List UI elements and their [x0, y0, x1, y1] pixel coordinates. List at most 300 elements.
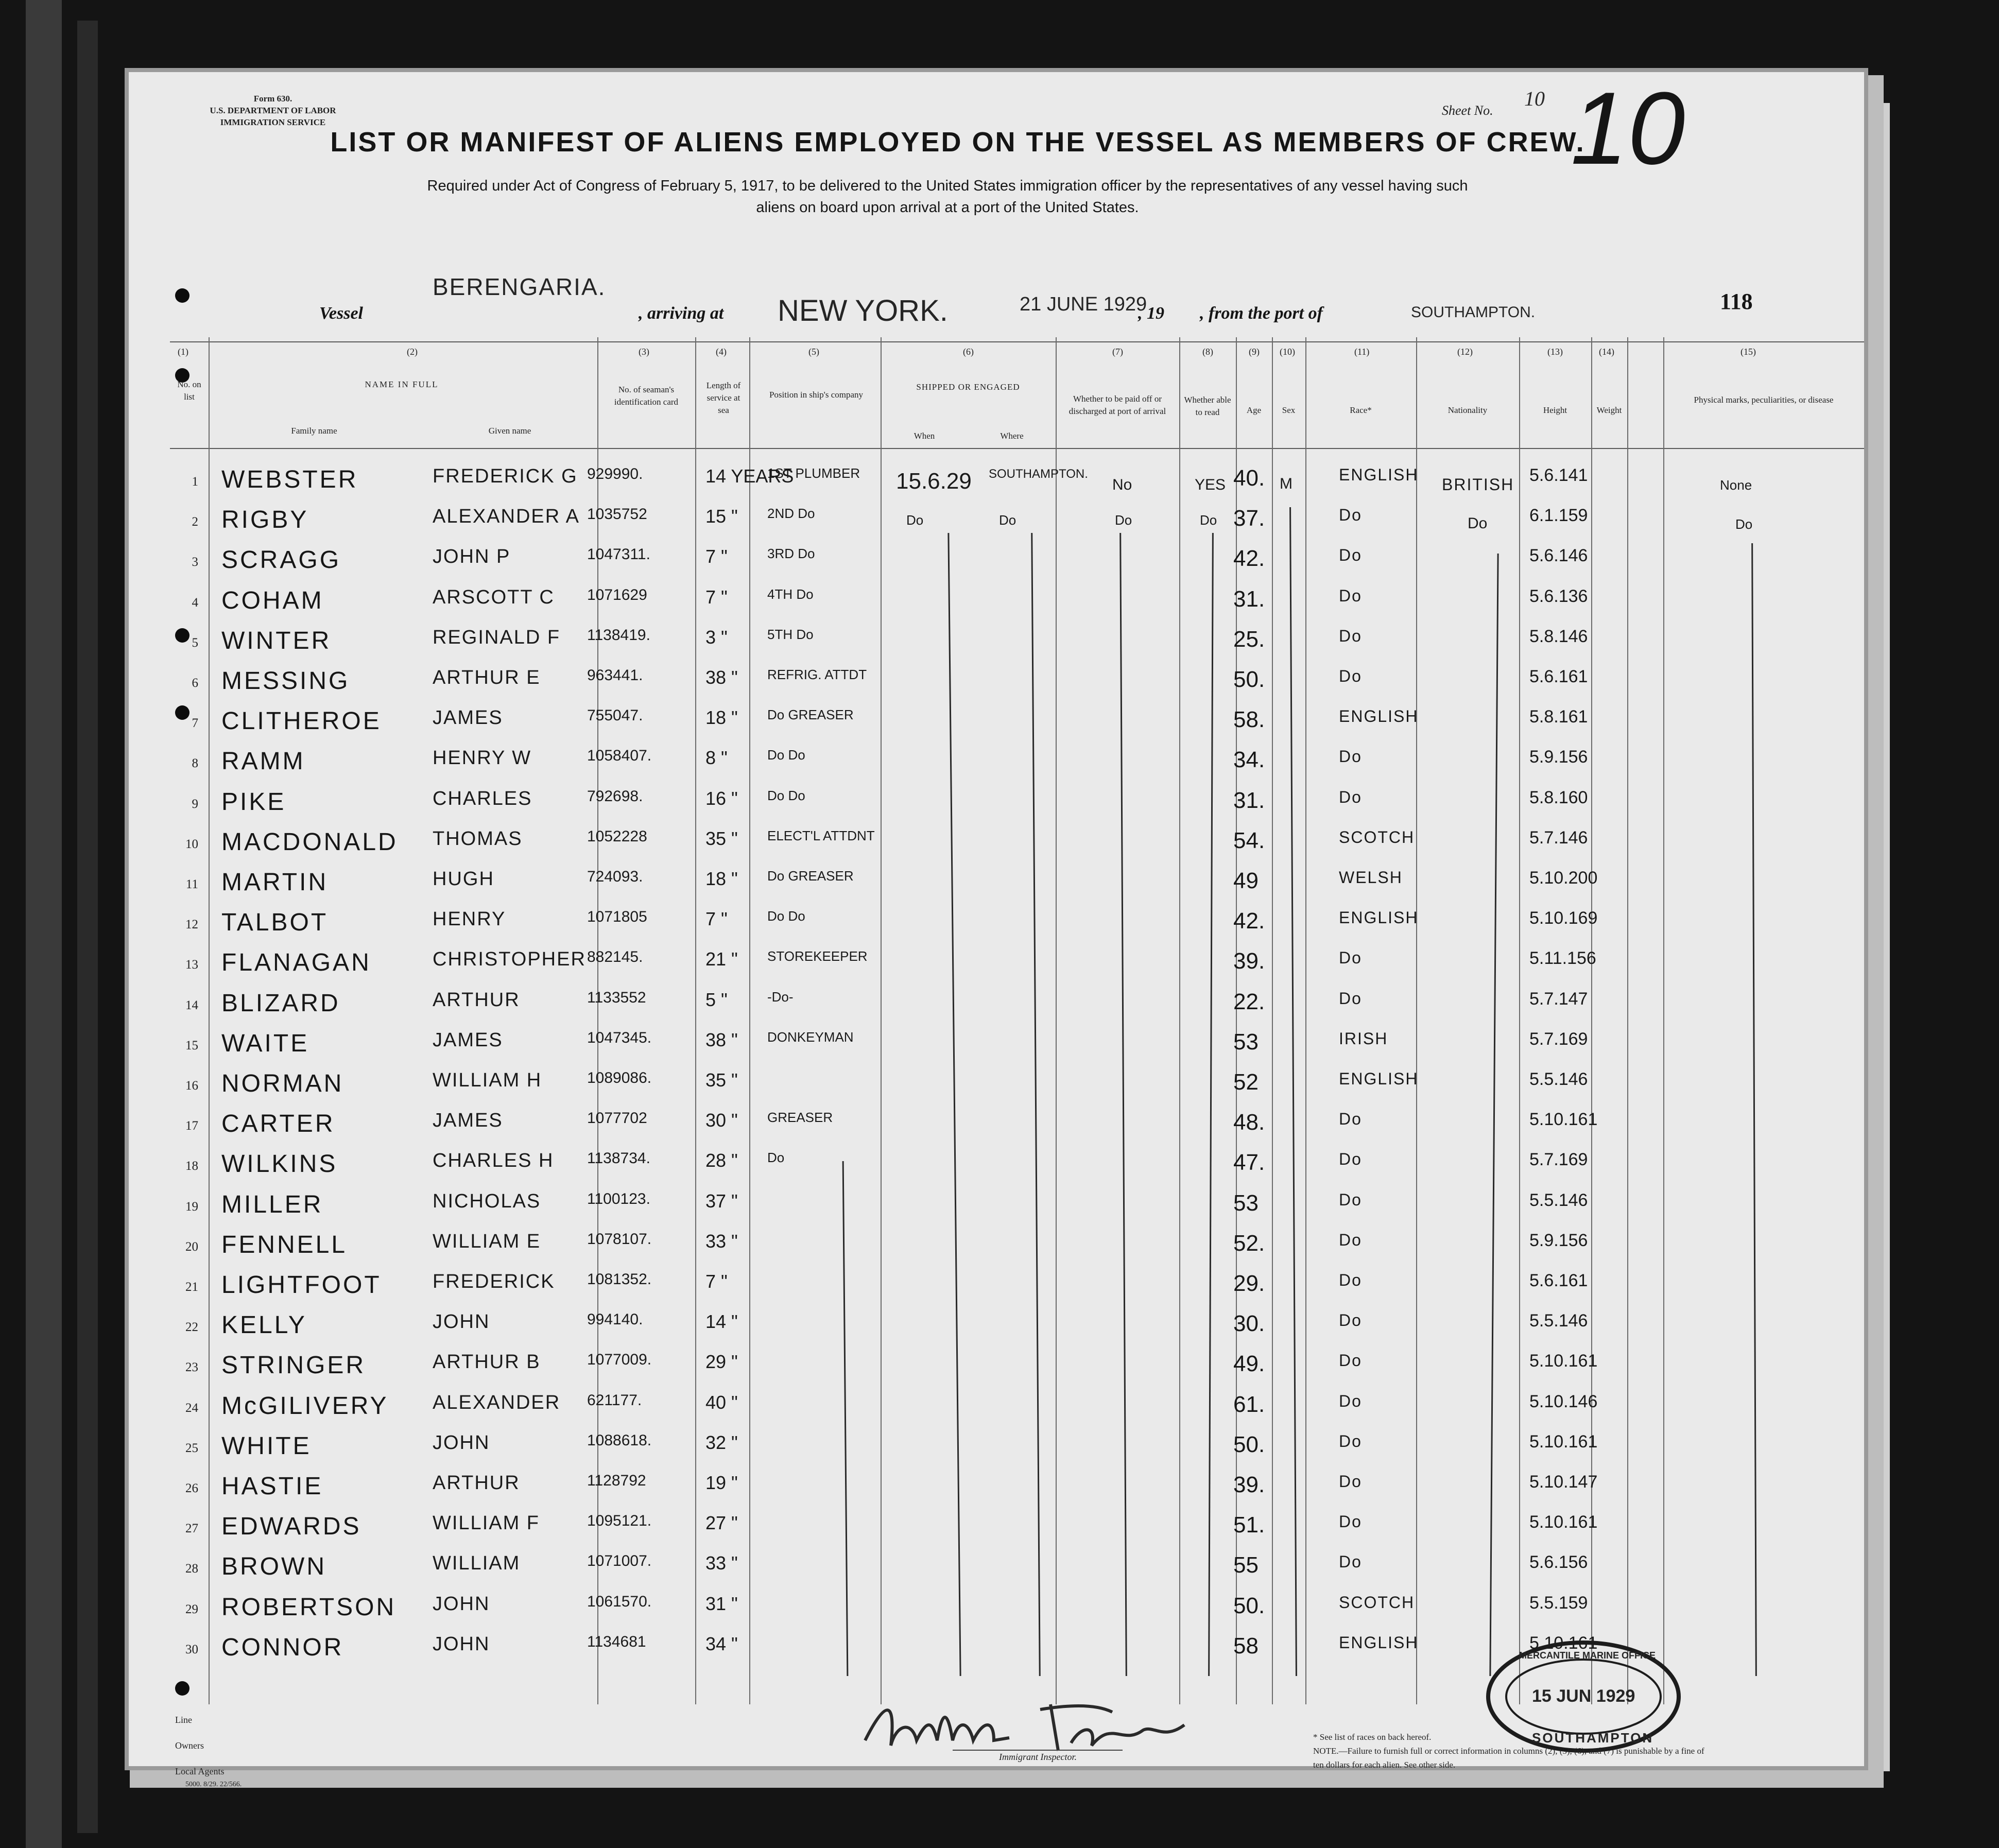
length-of-service: 38 ": [705, 667, 738, 688]
row-number: 27: [185, 1522, 198, 1536]
row-number: 16: [185, 1079, 198, 1093]
row-number: 6: [192, 676, 198, 690]
id-card-number: 1071007.: [587, 1552, 652, 1570]
head-length: Length of service at sea: [706, 381, 741, 415]
id-card-number: 994140.: [587, 1311, 643, 1328]
row1-where: SOUTHAMPTON.: [989, 467, 1088, 481]
sheet-no-label: Sheet No.: [1442, 103, 1493, 118]
race: SCOTCH: [1339, 1593, 1415, 1612]
length-of-service: 3 ": [705, 626, 728, 648]
family-name: FENNELL: [221, 1231, 348, 1258]
age: 42.: [1233, 546, 1265, 572]
age: 39.: [1233, 1472, 1265, 1497]
row-number: 22: [185, 1320, 198, 1335]
age: 48.: [1233, 1110, 1265, 1135]
table-row: [170, 1108, 1864, 1148]
form-number: Form 630.: [253, 94, 292, 103]
head-shipped: SHIPPED OR ENGAGED: [916, 382, 1020, 392]
id-card-number: 1081352.: [587, 1271, 652, 1288]
row-number: 21: [185, 1280, 198, 1294]
height-weight: 5.10.161: [1529, 1110, 1598, 1130]
race: Do: [1339, 747, 1362, 766]
table-row: [170, 946, 1864, 987]
row2-paid-off: Do: [1115, 512, 1132, 528]
table-row: [170, 504, 1864, 544]
row-number: 3: [192, 555, 198, 569]
length-of-service: 18 ": [705, 868, 738, 889]
given-name: JOHN: [433, 1593, 490, 1615]
height-weight: 5.10.169: [1529, 908, 1598, 928]
row-number: 14: [185, 998, 198, 1012]
row-number: 24: [185, 1401, 198, 1415]
head-family-name: Family name: [291, 426, 337, 436]
header-top-rule: [170, 341, 1864, 342]
height-weight: 5.10.200: [1529, 868, 1598, 888]
subtitle-line-2: aliens on board upon arrival at a port of the United States.: [756, 199, 1139, 216]
head-age: Age: [1246, 405, 1262, 415]
col-num-15: (15): [1740, 347, 1756, 357]
penalty-note: NOTE.—Failure to furnish full or correct information in columns (2), (5), (6), and (7) is punishable by a fine of ten dollars for each alien. See other side.: [1313, 1746, 1704, 1770]
sheet-number-large: 10: [1571, 71, 1685, 186]
age: 54.: [1233, 827, 1265, 853]
age: 55: [1233, 1552, 1259, 1578]
row-number: 29: [185, 1602, 198, 1616]
row-number: 8: [192, 756, 198, 771]
id-card-number: 1047311.: [587, 546, 650, 563]
table-row: [170, 1188, 1864, 1229]
given-name: HENRY: [433, 908, 506, 930]
given-name: CHARLES H: [433, 1150, 554, 1172]
table-row: [170, 1229, 1864, 1269]
height-weight: 5.11.156: [1529, 948, 1596, 969]
head-card: No. of seaman's identification card: [614, 385, 679, 407]
row1-read: YES: [1195, 476, 1226, 493]
ship-position: Do GREASER: [767, 868, 854, 884]
race: ENGLISH: [1339, 1069, 1419, 1088]
height-weight: 5.10.161: [1529, 1351, 1598, 1371]
family-name: KELLY: [221, 1311, 307, 1339]
row-number: 7: [192, 716, 198, 731]
service: IMMIGRATION SERVICE: [220, 117, 326, 127]
head-given-name: Given name: [488, 426, 531, 436]
family-name: FLANAGAN: [221, 949, 371, 977]
id-card-number: 724093.: [587, 868, 643, 885]
age: 31.: [1233, 787, 1265, 813]
head-sex: Sex: [1282, 405, 1296, 415]
id-card-number: 1095121.: [587, 1512, 652, 1530]
table-row: [170, 906, 1864, 946]
head-marks: Physical marks, peculiarities, or disease: [1694, 395, 1834, 405]
given-name: WILLIAM E: [433, 1230, 541, 1252]
length-of-service: 16 ": [705, 787, 738, 809]
given-name: NICHOLAS: [433, 1190, 541, 1212]
family-name: MESSING: [221, 667, 350, 695]
ship-position: 3RD Do: [767, 546, 815, 562]
head-weight: Weight: [1596, 405, 1622, 415]
given-name: FREDERICK: [433, 1271, 555, 1292]
col-num-3: (3): [639, 347, 649, 357]
stamp-date: 15 JUN 1929: [1532, 1686, 1635, 1706]
family-name: WHITE: [221, 1432, 312, 1460]
id-card-number: 1071629: [587, 586, 647, 603]
given-name: JOHN P: [433, 546, 511, 568]
race: Do: [1339, 667, 1362, 685]
given-name: JOHN: [433, 1431, 490, 1454]
id-card-number: 1047345.: [587, 1029, 652, 1046]
length-of-service: 40 ": [705, 1391, 738, 1413]
family-name: CLITHEROE: [221, 707, 382, 735]
head-when: When: [914, 431, 935, 441]
inspector-rule: [953, 1750, 1123, 1751]
height-weight: 5.7.169: [1529, 1150, 1588, 1170]
col-num-5: (5): [808, 347, 819, 357]
row2-nationality: Do: [1468, 515, 1488, 532]
fine-note: [1313, 1730, 1704, 1772]
race: Do: [1339, 546, 1362, 565]
age: 61.: [1233, 1391, 1265, 1417]
age: 50.: [1233, 1593, 1265, 1618]
race: Do: [1339, 787, 1362, 806]
height-weight: 5.8.160: [1529, 787, 1588, 807]
length-of-service: 7 ": [705, 546, 728, 567]
family-name: BROWN: [221, 1553, 326, 1581]
length-of-service: 7 ": [705, 1271, 728, 1292]
family-name: WINTER: [221, 627, 332, 654]
ship-position: 1ST PLUMBER: [767, 465, 860, 481]
family-name: CONNOR: [221, 1633, 344, 1661]
head-nationality: Nationality: [1447, 405, 1488, 415]
family-name: PIKE: [221, 788, 286, 816]
id-card-number: 1078107.: [587, 1230, 652, 1248]
length-of-service: 30 ": [705, 1110, 738, 1131]
id-card-number: 1071805: [587, 908, 647, 926]
race: IRISH: [1339, 1029, 1388, 1048]
height-weight: 5.5.159: [1529, 1593, 1588, 1613]
family-name: HASTIE: [221, 1473, 323, 1500]
given-name: FREDERICK G: [433, 465, 578, 487]
print-code: 5000. 8/29. 22/566.: [185, 1781, 242, 1788]
given-name: ARTHUR E: [433, 667, 541, 688]
family-name: EDWARDS: [221, 1513, 361, 1541]
given-name: JAMES: [433, 1110, 503, 1132]
col-num-1: (1): [178, 347, 188, 357]
id-card-number: 1052228: [587, 827, 647, 845]
age: 47.: [1233, 1150, 1265, 1176]
family-name: COHAM: [221, 586, 324, 614]
ship-position: ELECT'L ATTDNT: [767, 827, 875, 843]
row-number: 5: [192, 635, 198, 650]
ship-position: Do GREASER: [767, 707, 854, 723]
table-row: [170, 1591, 1864, 1631]
col-num-12: (12): [1457, 347, 1473, 357]
ship-position: DONKEYMAN: [767, 1029, 854, 1045]
year-label: , 19: [1138, 304, 1164, 323]
binder-strip-left: [26, 0, 62, 1848]
height-weight: 5.6.161: [1529, 1271, 1588, 1290]
race: Do: [1339, 1512, 1362, 1531]
family-name: RIGBY: [221, 506, 309, 534]
row-number: 26: [185, 1481, 198, 1495]
col-num-2: (2): [407, 347, 418, 357]
ship-position: GREASER: [767, 1110, 833, 1126]
height-weight: 5.6.161: [1529, 667, 1588, 686]
id-card-number: 1138734.: [587, 1150, 650, 1167]
row-number: 2: [192, 515, 198, 529]
age: 50.: [1233, 667, 1265, 692]
length-of-service: 5 ": [705, 989, 728, 1010]
race: Do: [1339, 1472, 1362, 1491]
head-race: Race*: [1350, 405, 1372, 415]
length-of-service: 7 ": [705, 908, 728, 930]
length-of-service: 14 ": [705, 1311, 738, 1333]
id-card-number: 1138419.: [587, 626, 650, 644]
height-weight: 5.10.147: [1529, 1472, 1598, 1492]
id-card-number: 1035752: [587, 506, 647, 523]
race-note: * See list of races on back hereof.: [1313, 1732, 1432, 1742]
family-name: WEBSTER: [221, 466, 358, 493]
col-num-8: (8): [1202, 347, 1213, 357]
table-row: [170, 1550, 1864, 1591]
height-weight: 5.6.141: [1529, 465, 1588, 485]
row2-when: Do: [906, 512, 924, 528]
length-of-service: 32 ": [705, 1431, 738, 1453]
vessel-name: BERENGARIA.: [433, 273, 606, 300]
row-number: 25: [185, 1441, 198, 1455]
length-of-service: 21 ": [705, 948, 738, 970]
row-number: 20: [185, 1239, 198, 1254]
age: 58: [1233, 1633, 1259, 1659]
department: U.S. DEPARTMENT OF LABOR: [210, 106, 336, 115]
age: 58.: [1233, 707, 1265, 733]
row2-read: Do: [1200, 512, 1217, 528]
height-weight: 5.10.161: [1529, 1633, 1598, 1653]
race: Do: [1339, 948, 1362, 968]
length-of-service: 29 ": [705, 1351, 738, 1373]
id-card-number: 1061570.: [587, 1593, 652, 1610]
race: WELSH: [1339, 868, 1403, 887]
local-agents-label: Local Agents: [175, 1766, 225, 1776]
row1-when: 15.6.29: [896, 469, 972, 494]
id-card-number: 963441.: [587, 667, 643, 684]
table-row: [170, 665, 1864, 705]
given-name: THOMAS: [433, 827, 523, 850]
age: 53: [1233, 1029, 1259, 1055]
head-read: Whether able to read: [1184, 395, 1231, 417]
age: 50.: [1233, 1431, 1265, 1457]
id-card-number: 1133552: [587, 989, 646, 1006]
table-row: [170, 826, 1864, 866]
row1-sex: M: [1280, 475, 1293, 492]
height-weight: 5.10.161: [1529, 1512, 1598, 1532]
age: 53: [1233, 1190, 1259, 1216]
family-name: MARTIN: [221, 869, 329, 896]
row-number: 15: [185, 1038, 198, 1052]
row-number: 17: [185, 1119, 198, 1133]
age: 31.: [1233, 586, 1265, 612]
row-number: 30: [185, 1642, 198, 1656]
table-row: [170, 1349, 1864, 1389]
height-weight: 5.10.161: [1529, 1431, 1598, 1452]
age: 49.: [1233, 1351, 1265, 1377]
table-row: [170, 584, 1864, 625]
row-number: 28: [185, 1562, 198, 1576]
race: Do: [1339, 506, 1362, 525]
table-row: [170, 1269, 1864, 1309]
race: Do: [1339, 1431, 1362, 1450]
length-of-service: 31 ": [705, 1593, 738, 1614]
col-num-7: (7): [1112, 347, 1123, 357]
ship-position: Do Do: [767, 787, 805, 803]
table-row: [170, 544, 1864, 584]
table-row: [170, 1148, 1864, 1188]
table-row: [170, 786, 1864, 826]
table-row: [170, 1309, 1864, 1349]
length-of-service: 27 ": [705, 1512, 738, 1534]
family-name: BLIZARD: [221, 989, 340, 1017]
col-num-11: (11): [1354, 347, 1370, 357]
ship-position: -Do-: [767, 989, 794, 1005]
family-name: WILKINS: [221, 1150, 338, 1178]
subtitle-line-1: Required under Act of Congress of February 5, 1917, to be delivered to the United States immigration officer by the representatives of any vessel having such: [427, 178, 1468, 194]
length-of-service: 15 ": [705, 506, 738, 527]
age: 51.: [1233, 1512, 1265, 1538]
family-name: RAMM: [221, 748, 305, 775]
header-bottom-rule: [170, 448, 1864, 449]
family-name: TALBOT: [221, 909, 329, 937]
height-weight: 5.7.169: [1529, 1029, 1588, 1049]
age: 40.: [1233, 465, 1265, 491]
length-of-service: 18 ": [705, 707, 738, 729]
departure-port: SOUTHAMPTON.: [1411, 304, 1536, 321]
length-of-service: 34 ": [705, 1633, 738, 1654]
table-row: [170, 866, 1864, 906]
table-row: [170, 987, 1864, 1027]
binder-strip-mid: [77, 21, 98, 1833]
id-card-number: 882145.: [587, 948, 643, 966]
length-of-service: 33 ": [705, 1552, 738, 1574]
length-of-service: 33 ": [705, 1230, 738, 1252]
age: 49: [1233, 868, 1259, 893]
height-weight: 5.6.156: [1529, 1552, 1588, 1573]
head-height: Height: [1543, 405, 1567, 415]
race: Do: [1339, 1271, 1362, 1289]
height-weight: 5.9.156: [1529, 1230, 1588, 1250]
race: Do: [1339, 1150, 1362, 1169]
given-name: ALEXANDER A: [433, 506, 580, 528]
family-name: NORMAN: [221, 1070, 344, 1097]
id-card-number: 1128792: [587, 1472, 646, 1489]
id-card-number: 621177.: [587, 1391, 642, 1409]
vessel-label: Vessel: [319, 304, 363, 323]
row-number: 11: [185, 877, 198, 891]
id-card-number: 929990.: [587, 465, 643, 482]
stamp-bottom-text: SOUTHAMPTON: [1532, 1730, 1654, 1746]
row-number: 19: [185, 1199, 198, 1214]
age: 29.: [1233, 1271, 1265, 1296]
immigrant-inspector-label: Immigrant Inspector.: [999, 1752, 1077, 1762]
race: Do: [1339, 1391, 1362, 1410]
col-num-9: (9): [1249, 347, 1260, 357]
id-card-number: 1077702: [587, 1110, 647, 1127]
family-name: MILLER: [221, 1190, 323, 1218]
list-number: 118: [1720, 289, 1753, 314]
row-number: 13: [185, 958, 198, 972]
ship-position: Do: [767, 1150, 785, 1166]
manifest-title: LIST OR MANIFEST OF ALIENS EMPLOYED ON THE VESSEL AS MEMBERS OF CREW.: [330, 127, 1586, 158]
given-name: WILLIAM: [433, 1552, 521, 1575]
height-weight: 5.5.146: [1529, 1069, 1588, 1089]
height-weight: 5.5.146: [1529, 1190, 1588, 1210]
col-num-14: (14): [1599, 347, 1614, 357]
punch-hole: [175, 288, 189, 303]
race: Do: [1339, 1552, 1362, 1571]
given-name: JOHN: [433, 1633, 490, 1655]
age: 39.: [1233, 948, 1265, 974]
height-weight: 5.8.146: [1529, 626, 1588, 646]
id-card-number: 755047.: [587, 707, 643, 724]
id-card-number: 1134681: [587, 1633, 646, 1650]
row1-nationality: BRITISH: [1442, 475, 1514, 494]
manifest-subtitle: [227, 175, 1668, 218]
given-name: WILLIAM H: [433, 1069, 542, 1091]
row-number: 9: [192, 797, 198, 811]
given-name: ARSCOTT C: [433, 586, 555, 608]
race: ENGLISH: [1339, 465, 1419, 484]
head-no-on-list: No. on list: [177, 379, 201, 402]
race: Do: [1339, 626, 1362, 645]
race: ENGLISH: [1339, 1633, 1419, 1652]
race: Do: [1339, 989, 1362, 1008]
given-name: HUGH: [433, 868, 494, 890]
given-name: ARTHUR B: [433, 1351, 541, 1373]
id-card-number: 1100123.: [587, 1190, 650, 1207]
height-weight: 6.1.159: [1529, 506, 1588, 526]
height-weight: 5.7.147: [1529, 989, 1588, 1009]
table-row: [170, 463, 1864, 504]
height-weight: 5.9.156: [1529, 747, 1588, 767]
row1-marks: None: [1720, 477, 1752, 493]
row-number: 23: [185, 1360, 198, 1375]
stamp-top-text: MERCANTILE MARINE OFFICE: [1519, 1650, 1656, 1661]
age: 37.: [1233, 506, 1265, 531]
length-of-service: 35 ": [705, 827, 738, 849]
family-name: McGILIVERY: [221, 1392, 389, 1420]
row1-paid-off: No: [1112, 476, 1132, 493]
row2-marks: Do: [1735, 516, 1753, 532]
table-row: [170, 1510, 1864, 1550]
race: Do: [1339, 1351, 1362, 1370]
given-name: HENRY W: [433, 747, 532, 769]
age: 34.: [1233, 747, 1265, 773]
row-number: 4: [192, 595, 198, 610]
family-name: ROBERTSON: [221, 1593, 397, 1621]
height-weight: 5.8.161: [1529, 707, 1588, 727]
given-name: JAMES: [433, 707, 503, 729]
length-of-service: 8 ": [705, 747, 728, 769]
race: Do: [1339, 1190, 1362, 1209]
ship-position: 4TH Do: [767, 586, 814, 602]
given-name: CHRISTOPHER: [433, 948, 586, 971]
row-number: 12: [185, 918, 198, 932]
given-name: ARTHUR: [433, 1472, 520, 1494]
length-of-service: 7 ": [705, 586, 728, 608]
height-weight: 5.5.146: [1529, 1311, 1588, 1331]
arrival-date: 21 JUNE 1929: [1020, 293, 1147, 315]
col-num-10: (10): [1280, 347, 1295, 357]
col-num-4: (4): [716, 347, 727, 357]
race: SCOTCH: [1339, 827, 1415, 847]
head-name-in-full: NAME IN FULL: [365, 379, 439, 389]
